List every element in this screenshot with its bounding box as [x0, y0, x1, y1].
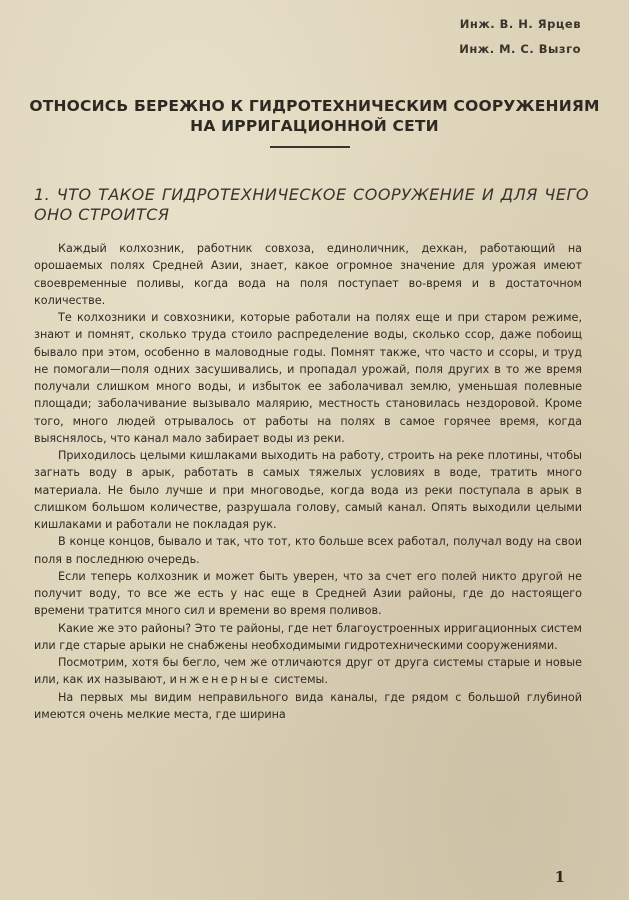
paragraph: Приходилось целыми кишлаками выходить на работу, строить на реке плотины, чтобы загнать воду в арык, работать в самых тяжелых условиях в воде, тратить много материала. Не было лучше и при многоводье, когда вода из реки поступала в арык в слишком большом количестве, разрушала голову, самый канал. Опять выходили целыми кишлаками и работали не покладая рук.	[34, 449, 582, 531]
paragraph-text: Посмотрим, хотя бы бегло, чем же отличаются друг от друга системы старые и новые или, как их называют,	[34, 656, 582, 687]
article-body	[34, 240, 582, 723]
title-underline	[270, 146, 350, 148]
paragraph: В конце концов, бывало и так, что тот, кто больше всех работал, получал воду на свои поля в последнюю очередь.	[34, 535, 582, 566]
section-heading: 1. ЧТО ТАКОЕ ГИДРОТЕХНИЧЕСКОЕ СООРУЖЕНИЕ И ДЛЯ ЧЕГО ОНО СТРОИТСЯ	[34, 185, 589, 224]
paragraph: На первых мы видим неправильного вида каналы, где рядом с большой глубиной имеются очень мелкие места, где ширина	[34, 690, 582, 721]
article-title	[0, 96, 629, 136]
paragraph-text: системы.	[274, 673, 328, 687]
paragraph: Те колхозники и совхозники, которые работали на полях еще и при старом режиме, знают и помнят, сколько труда стоило распределение воды, сколько ссор, даже побоищ бывало при этом, особенно в маловодные годы. Помнят также, что часто и ссоры, и труд не помогали—поля одних засушивались, и пропадал урожай, поля других в то же время получали слишком много воды, и избыток ее заболачивал землю, уменьшая полевные площади; заболачивание вызывало малярию, местность становилась нездоровой. Кроме того, много людей отрывалось от работы на полях в самое горячее время, когда выяснялось, что канал мало забирает воды из реки.	[34, 311, 582, 445]
page-number: 1	[554, 868, 565, 886]
author-2: Инж. М. С. Вызго	[459, 42, 581, 56]
title-line-1: ОТНОСИСЬ БЕРЕЖНО К ГИДРОТЕХНИЧЕСКИМ СООРУЖЕНИЯМ	[29, 97, 600, 115]
spaced-term: инженерные	[169, 673, 271, 687]
authors-block	[459, 12, 581, 62]
title-line-2: НА ИРРИГАЦИОННОЙ СЕТИ	[190, 117, 439, 135]
author-1: Инж. В. Н. Ярцев	[459, 17, 581, 31]
paragraph: Если теперь колхозник и может быть уверен, что за счет его полей никто другой не получит воду, то все же есть у нас еще в Средней Азии районы, где до настоящего времени тратится много сил и времени во время поливов.	[34, 569, 582, 618]
paragraph: Каждый колхозник, работник совхоза, единоличник, дехкан, работающий на орошаемых полях Средней Азии, знает, какое огромное значение для урожая имеют своевременные поливы, когда вода на поля поступает во-время и в достаточном количестве.	[34, 242, 582, 307]
paragraph	[34, 654, 582, 689]
paragraph: Какие же это районы? Это те районы, где нет благоустроенных ирригационных систем или где старые арыки не снабжены необходимыми гидротехническими сооружениями.	[34, 621, 582, 652]
